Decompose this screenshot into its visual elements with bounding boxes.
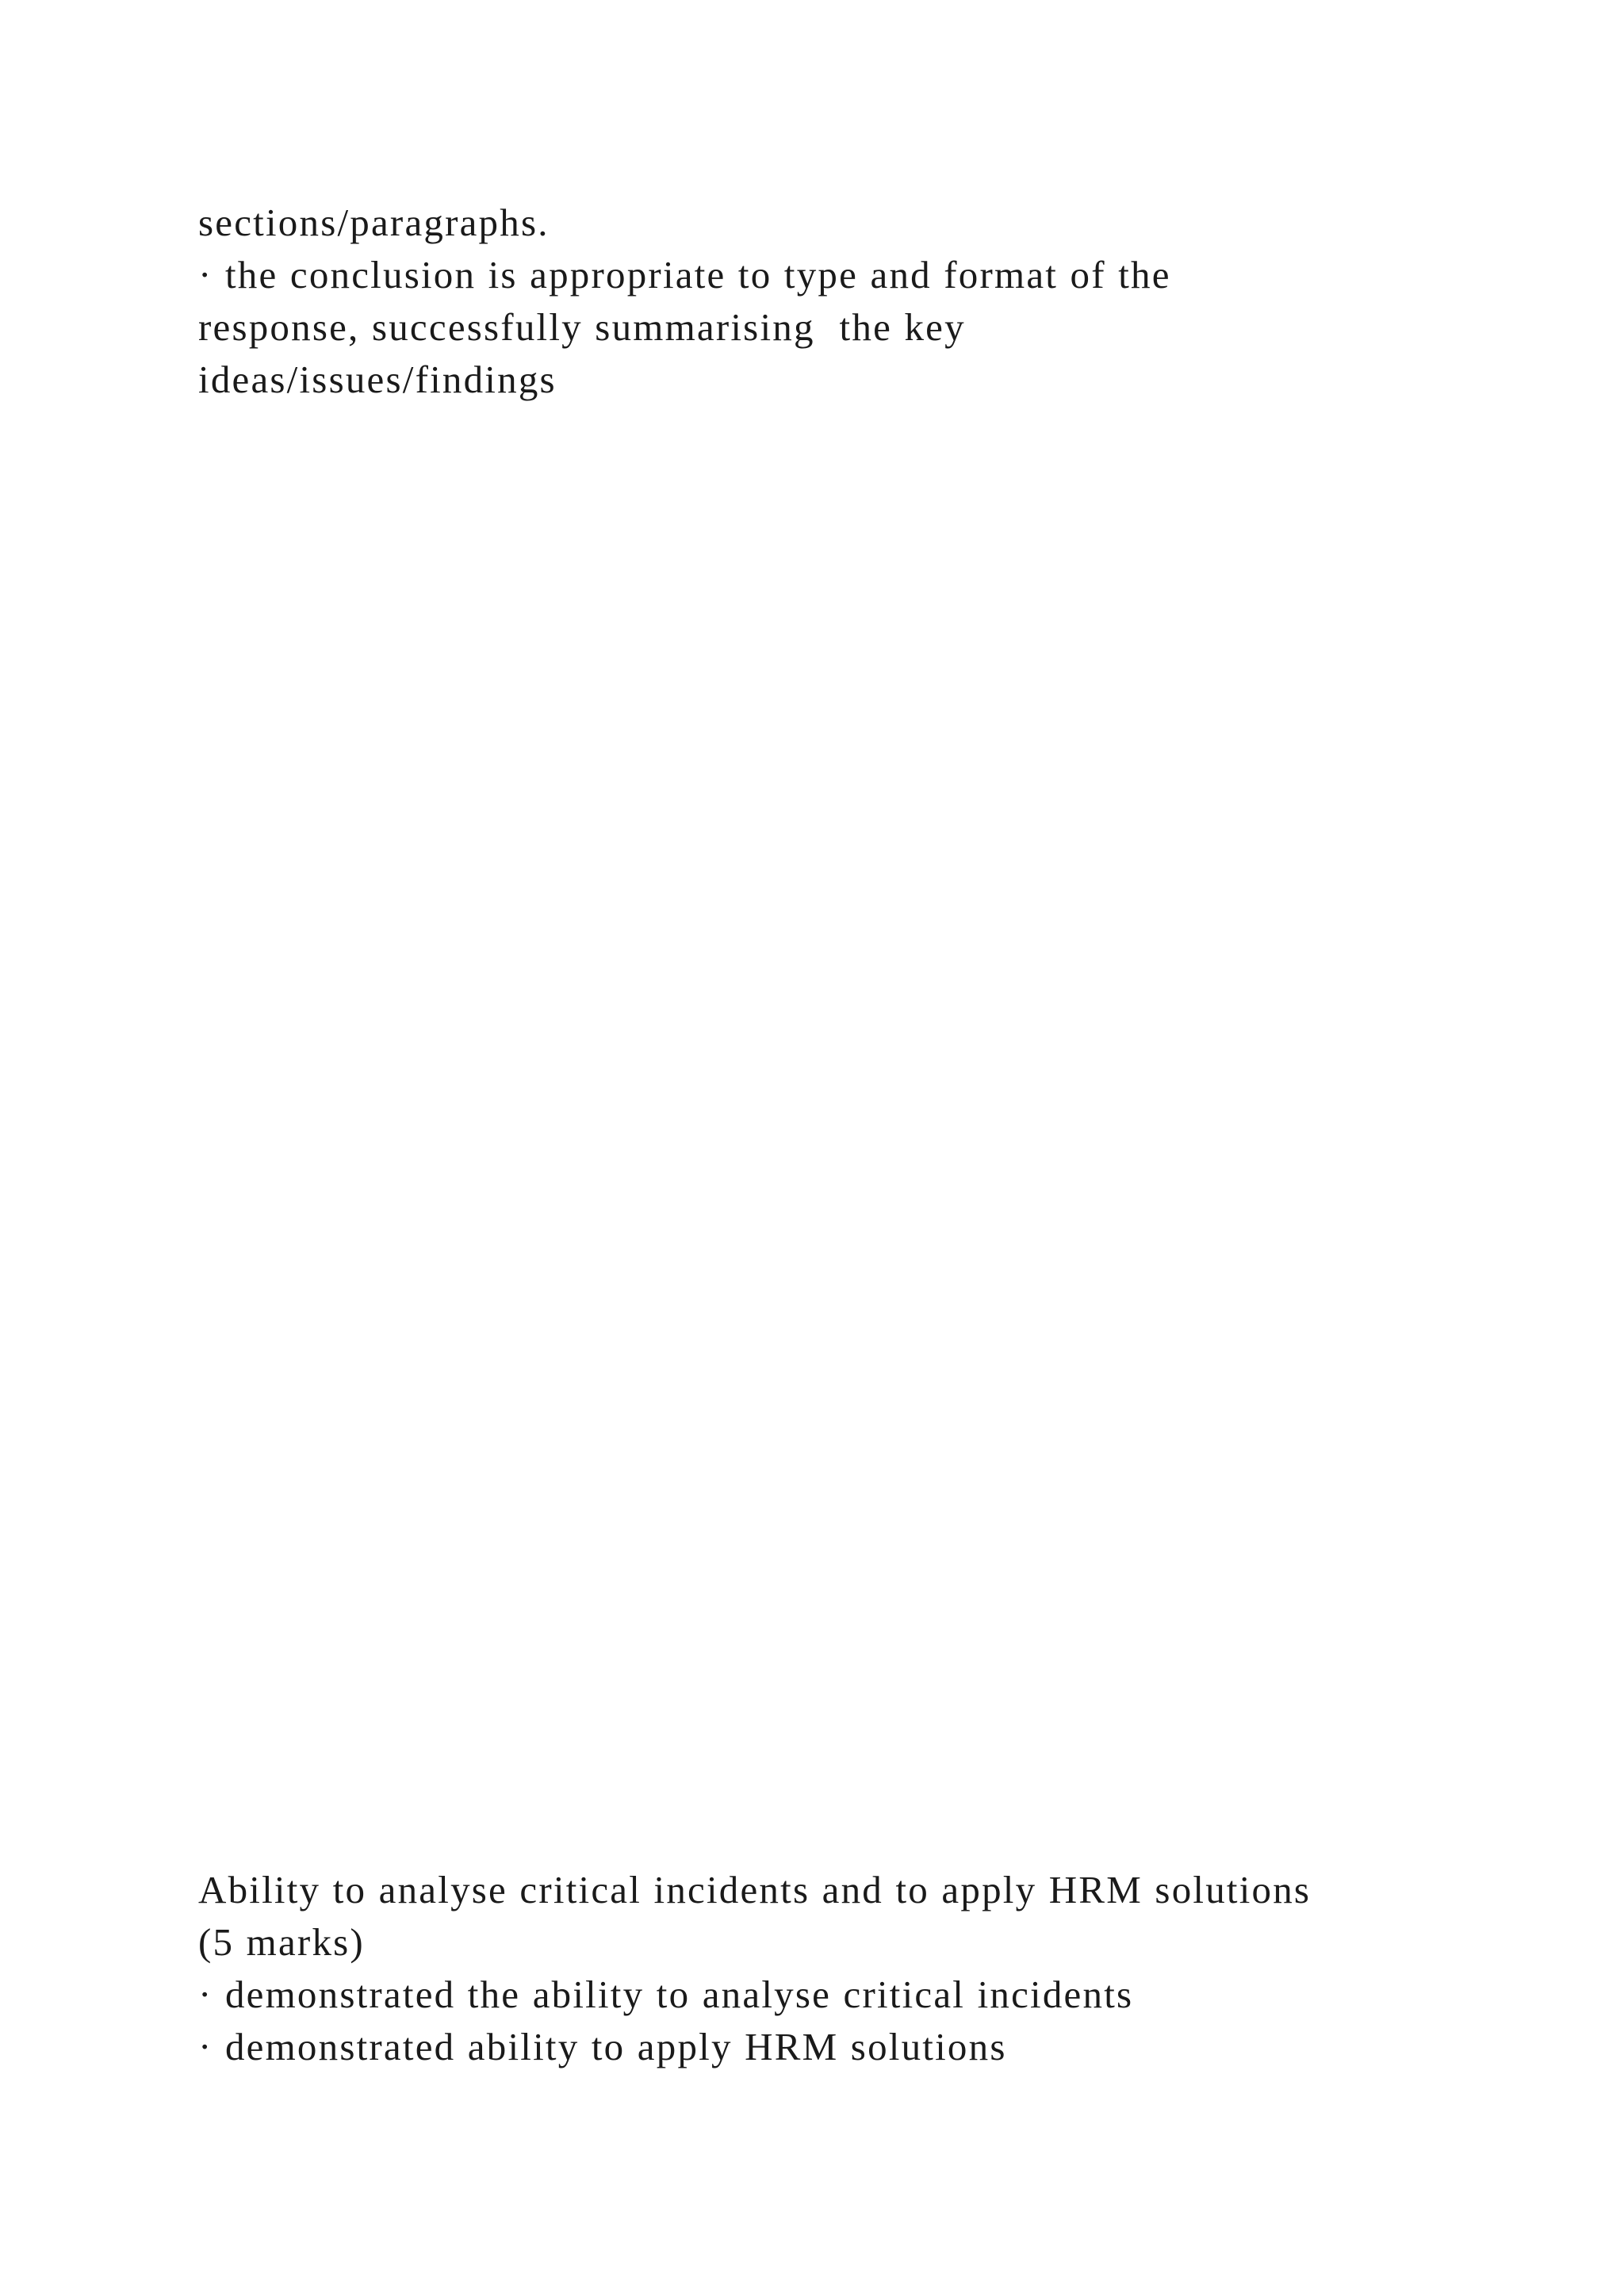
marks-label: (5 marks): [198, 1920, 365, 1964]
criteria-heading: Ability to analyse critical incidents and to apply HRM solutions: [198, 1868, 1312, 1911]
bullet-line: · demonstrated the ability to analyse critical incidents: [198, 1973, 1134, 2016]
criteria-text-block-analysis: [198, 1864, 1546, 2073]
bullet-line: · demonstrated ability to apply HRM solutions: [198, 2025, 1007, 2068]
text-line: response, successfully summarising the key: [198, 305, 966, 349]
text-line: sections/paragraphs.: [198, 201, 550, 244]
text-line: ideas/issues/findings: [198, 358, 557, 401]
bullet-line: · the conclusion is appropriate to type and format of the: [198, 253, 1171, 297]
criteria-text-block-structure: [198, 197, 1546, 406]
